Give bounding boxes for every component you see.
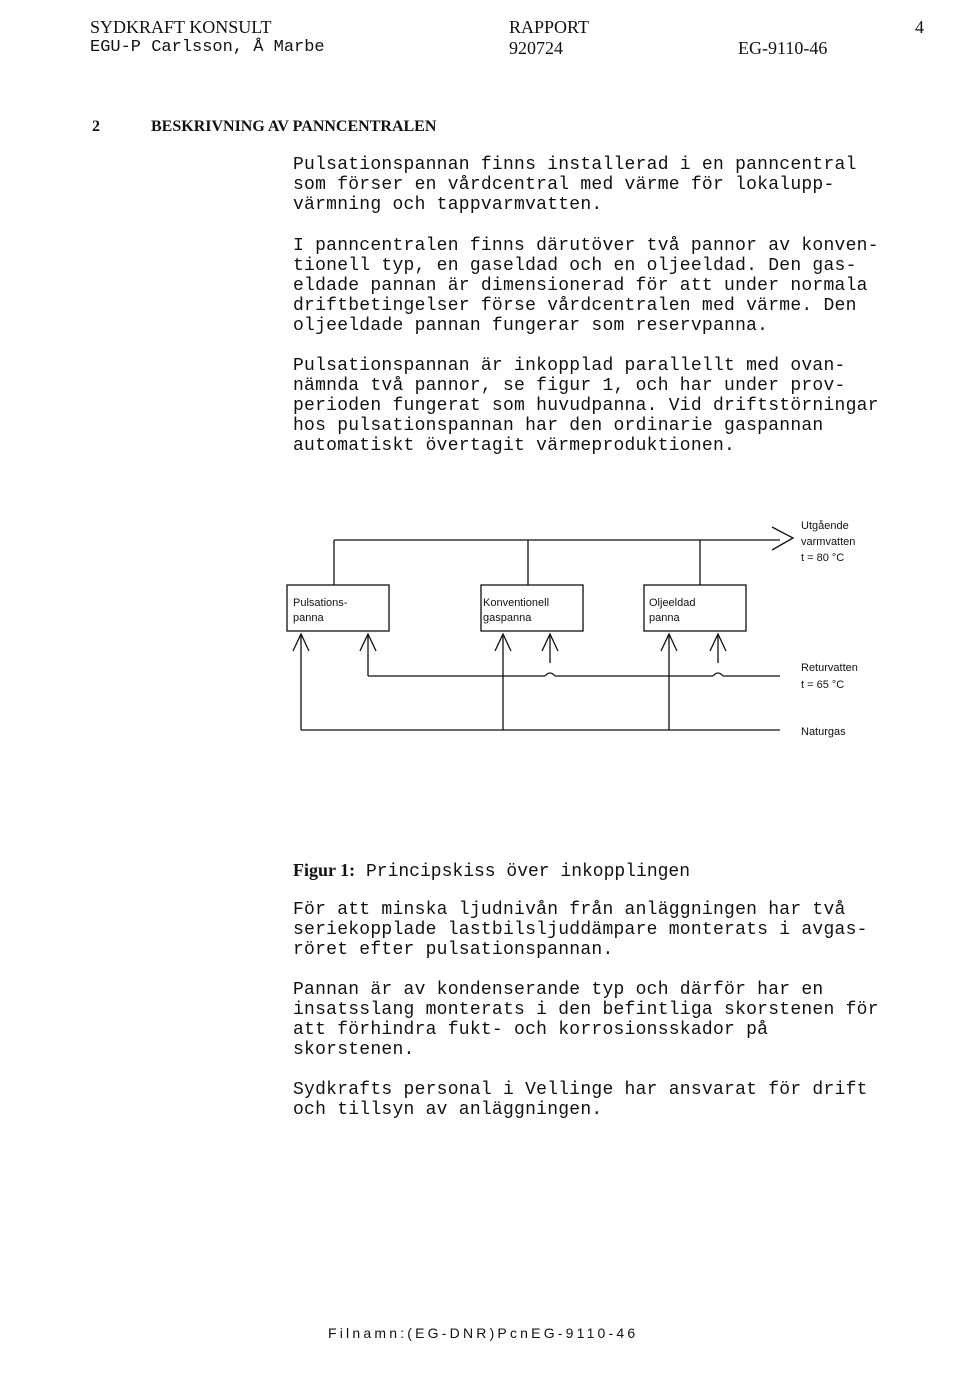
text-line: att förhindra fukt- och korrosionsskador på bbox=[293, 1020, 769, 1040]
inlet-arrows bbox=[293, 634, 726, 651]
text-line: och tillsyn av anläggningen. bbox=[293, 1100, 603, 1120]
figure-caption bbox=[293, 860, 690, 882]
text-line: som förser en vårdcentral med värme för lokalupp- bbox=[293, 175, 835, 195]
section-title: BESKRIVNING AV PANNCENTRALEN bbox=[151, 118, 437, 135]
text-line: Pulsationspannan finns installerad i en panncentral bbox=[293, 155, 857, 175]
outlet-label-1: Utgående bbox=[801, 520, 849, 532]
text-line: perioden fungerat som huvudpanna. Vid driftstörningar bbox=[293, 396, 879, 416]
boiler-label-pulsation-2: panna bbox=[293, 612, 324, 624]
text-line: nämnda två pannor, se figur 1, och har under prov- bbox=[293, 376, 846, 396]
return-label-2: t = 65 °C bbox=[801, 679, 845, 691]
supply-arrow bbox=[772, 527, 793, 550]
return-label-1: Returvatten bbox=[801, 662, 858, 674]
figure-caption-text: Principskiss över inkopplingen bbox=[355, 862, 691, 882]
paragraph-staff bbox=[293, 1080, 933, 1120]
outlet-label-3: t = 80 °C bbox=[801, 552, 845, 564]
figure-caption-label: Figur 1: bbox=[293, 860, 356, 880]
document-id: EG-9110-46 bbox=[738, 38, 828, 58]
boiler-label-oil-1: Oljeeldad bbox=[649, 597, 696, 609]
return-crossover-1 bbox=[545, 673, 555, 676]
text-line: Sydkrafts personal i Vellinge har ansvarat för drift bbox=[293, 1080, 868, 1100]
text-line: värmning och tappvarmvatten. bbox=[293, 195, 603, 215]
text-line: automatiskt övertagit värmeproduktionen. bbox=[293, 436, 736, 456]
text-line: röret efter pulsationspannan. bbox=[293, 940, 614, 960]
text-line: För att minska ljudnivån från anläggningen har två bbox=[293, 900, 846, 920]
return-crossover-2 bbox=[713, 673, 723, 676]
text-line: insatsslang monterats i den befintliga skorstenen för bbox=[293, 1000, 879, 1020]
text-line: Pannan är av kondenserande typ och därför har en bbox=[293, 980, 824, 1000]
text-line: oljeeldade pannan fungerar som reservpanna. bbox=[293, 316, 769, 336]
file-name-footer: Filnamn:(EG-DNR)PcnEG-9110-46 bbox=[328, 1325, 639, 1341]
section-number: 2 bbox=[92, 118, 100, 135]
text-line: driftbetingelser förse vårdcentralen med värme. Den bbox=[293, 296, 857, 316]
text-line: eldade pannan är dimensionerad för att under normala bbox=[293, 276, 868, 296]
gas-label: Naturgas bbox=[801, 726, 846, 738]
page-number: 4 bbox=[915, 17, 924, 37]
text-line: tionell typ, en gaseldad och en oljeeldad. Den gas- bbox=[293, 256, 857, 276]
boiler-label-gas-2: gaspanna bbox=[483, 612, 532, 624]
text-line: seriekopplade lastbilsljuddämpare monterats i avgas- bbox=[293, 920, 868, 940]
outlet-label-2: varmvatten bbox=[801, 536, 856, 548]
authors: EGU-P Carlsson, Å Marbe bbox=[90, 38, 325, 57]
boiler-label-gas-1: Konventionell bbox=[483, 597, 550, 609]
text-line: Pulsationspannan är inkopplad parallellt med ovan- bbox=[293, 356, 846, 376]
document-type: RAPPORT bbox=[509, 17, 589, 37]
text-line: I panncentralen finns därutöver två pannor av konven- bbox=[293, 236, 879, 256]
company-name: SYDKRAFT KONSULT bbox=[90, 17, 272, 37]
paragraph-silencers bbox=[293, 900, 933, 960]
text-line: skorstenen. bbox=[293, 1040, 415, 1060]
text-line: hos pulsationspannan har den ordinarie gaspannan bbox=[293, 416, 824, 436]
paragraph-condensing bbox=[293, 980, 933, 1060]
document-date: 920724 bbox=[509, 38, 563, 58]
boiler-label-oil-2: panna bbox=[649, 612, 680, 624]
boiler-label-pulsation-1: Pulsations- bbox=[293, 597, 348, 609]
